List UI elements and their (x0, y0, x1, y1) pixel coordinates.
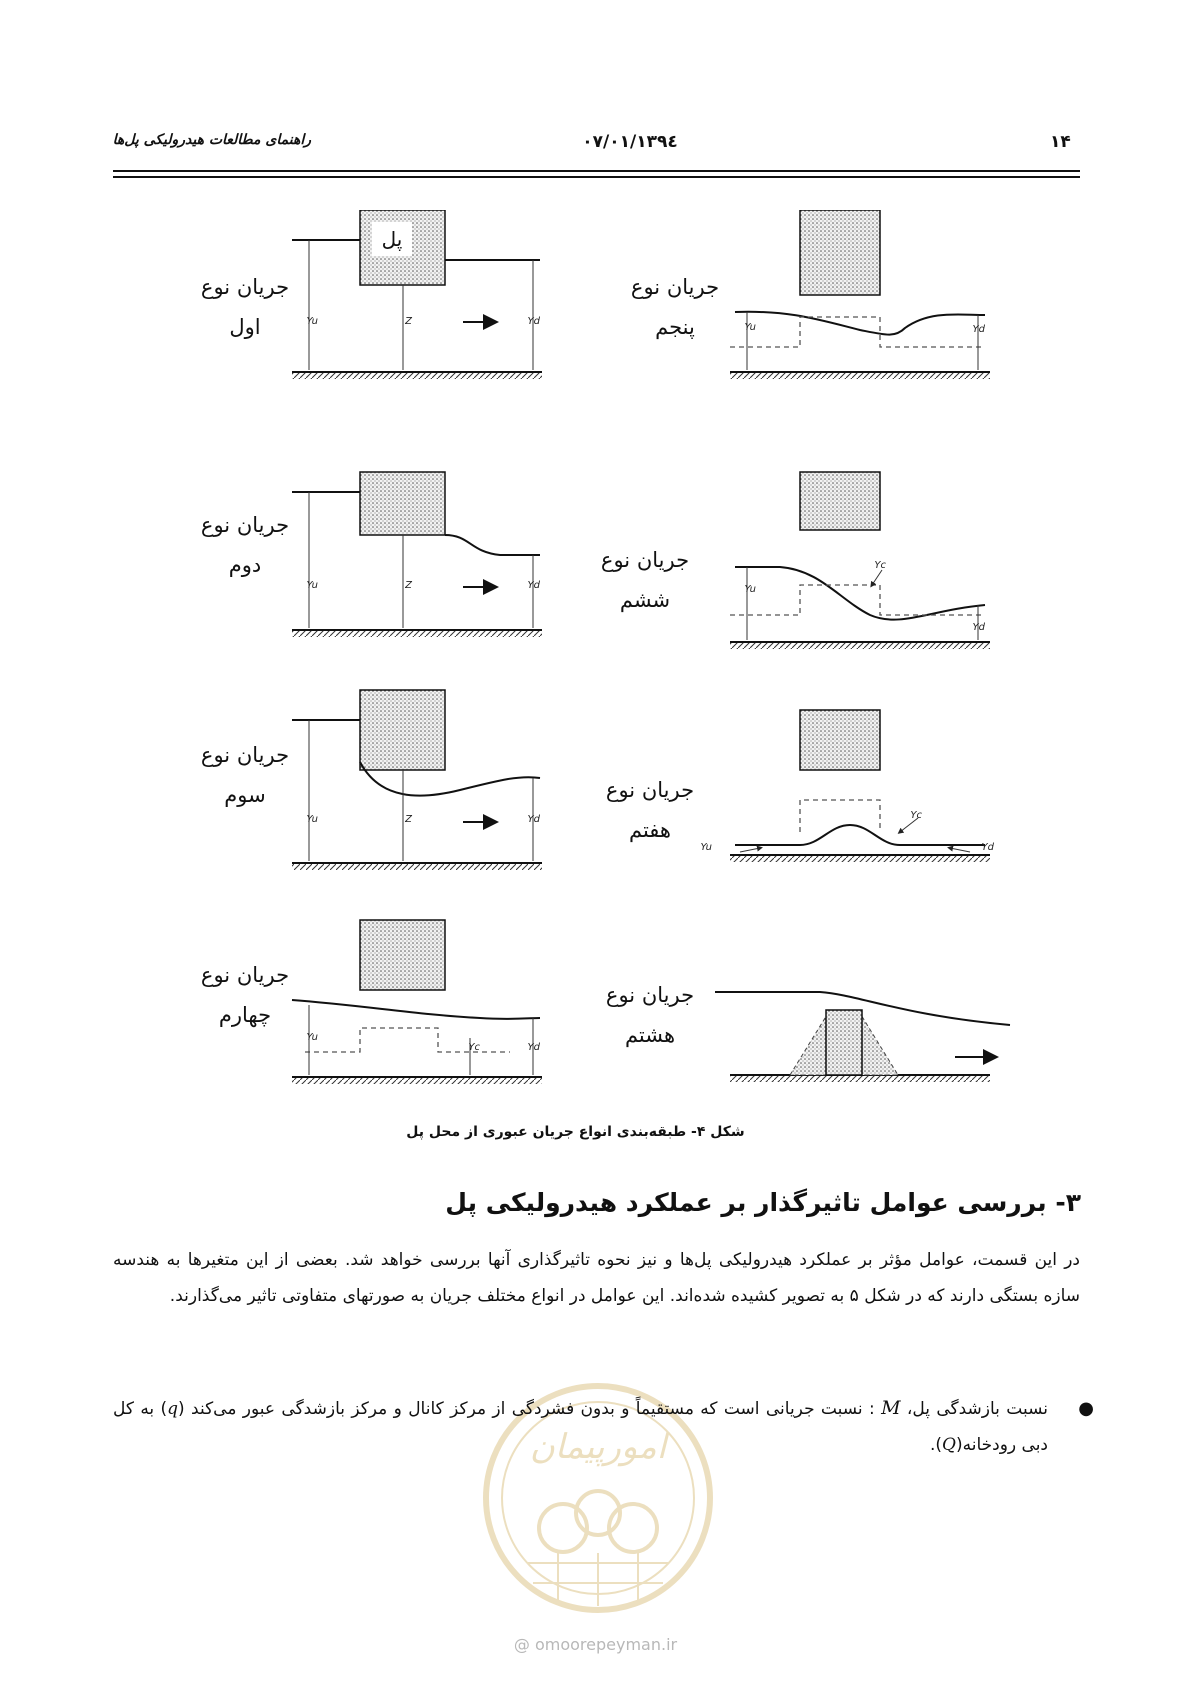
figure-caption: شکل ۴- طبقه‌بندی انواع جریان عبوری از محل پل (406, 1124, 745, 1140)
header-rule-bottom (113, 176, 1080, 178)
flow-type-5-diagram (730, 210, 990, 379)
yc-symbol: Yc (910, 810, 922, 821)
yu-symbol: Yu (744, 322, 756, 333)
yd-symbol: Yd (972, 622, 985, 633)
flow-type-2-diagram (292, 472, 542, 637)
flow-type-1-label: جریان نوع اول (200, 275, 290, 339)
body-paragraph: در این قسمت، عوامل مؤثر بر عملکرد هیدرولیکی پل‌ها و نیز نحوه تاثیرگذاری آنها بررسی خواهد شد. بعضی از این متغیرها به هندسه سازه بستگی دارند که در شکل ۵ به تصویر کشیده شده‌اند. این عوامل در انواع مختلف جریان به صورتهای متفاوتی تاثیر می‌گذارند. (113, 1250, 1080, 1306)
yu-symbol: Yu (744, 584, 756, 595)
flow-type-8-label: جریان نوع هشتم (605, 983, 695, 1047)
yc-symbol: Yc (468, 1042, 480, 1053)
yu-symbol: Yu (700, 842, 712, 853)
yu-symbol: Yu (306, 1032, 318, 1043)
yd-symbol: Yd (981, 842, 994, 853)
flow-type-7-diagram (700, 710, 994, 862)
yd-symbol: Yd (972, 324, 985, 335)
yu-symbol: Yu (306, 814, 318, 825)
yd-symbol: Yd (527, 814, 540, 825)
section-heading: ۳- بررسی عوامل تاثیرگذار بر عملکرد هیدرولیکی پل (445, 1188, 1081, 1217)
bullet-marker: ● (1078, 1398, 1094, 1419)
flow-type-7-label: جریان نوع هفتم (605, 778, 695, 842)
yd-symbol: Yd (527, 1042, 540, 1053)
flow-type-8-diagram (715, 992, 1010, 1082)
page-number: ۱۴ (1050, 132, 1071, 152)
flow-types-figure (0, 210, 1191, 1150)
flow-type-4-diagram (292, 920, 542, 1084)
yu-symbol: Yu (306, 316, 318, 327)
flow-type-6-diagram (730, 472, 990, 649)
flow-type-3-label: جریان نوع سوم (200, 743, 290, 807)
yd-symbol: Yd (527, 580, 540, 591)
watermark-url: @ omoorepeyman.ir (513, 1635, 678, 1654)
header-title: راهنمای مطالعات هیدرولیکی پل‌ها (112, 132, 311, 148)
flow-type-1-diagram (292, 210, 542, 379)
bullet-item: نسبت بازشدگی پل، M : نسبت جریانی است که مستقیماً و بدون فشردگی از مرکز کانال و مرکز بازشدگی عبور می‌کند (q) به کل دبی رودخانه(Q). (113, 1397, 1048, 1455)
z-symbol: Z (405, 580, 412, 591)
yc-symbol: Yc (874, 560, 886, 571)
flow-type-6-label: جریان نوع ششم (600, 548, 690, 612)
z-symbol: Z (405, 814, 412, 825)
header-rule-top (113, 170, 1080, 172)
yd-symbol: Yd (527, 316, 540, 327)
flow-type-3-diagram (292, 690, 542, 870)
header-date: ۱۳۹٤/۰۷/۰۱ (582, 132, 678, 152)
svg-text:امورپیمان: امورپیمان (529, 1427, 667, 1467)
flow-type-2-label: جریان نوع دوم (200, 513, 290, 577)
z-symbol: Z (405, 316, 412, 327)
flow-type-5-label: جریان نوع پنجم (630, 275, 720, 339)
flow-type-4-label: جریان نوع چهارم (200, 963, 290, 1027)
yu-symbol: Yu (306, 580, 318, 591)
bridge-label: پل (381, 227, 403, 251)
